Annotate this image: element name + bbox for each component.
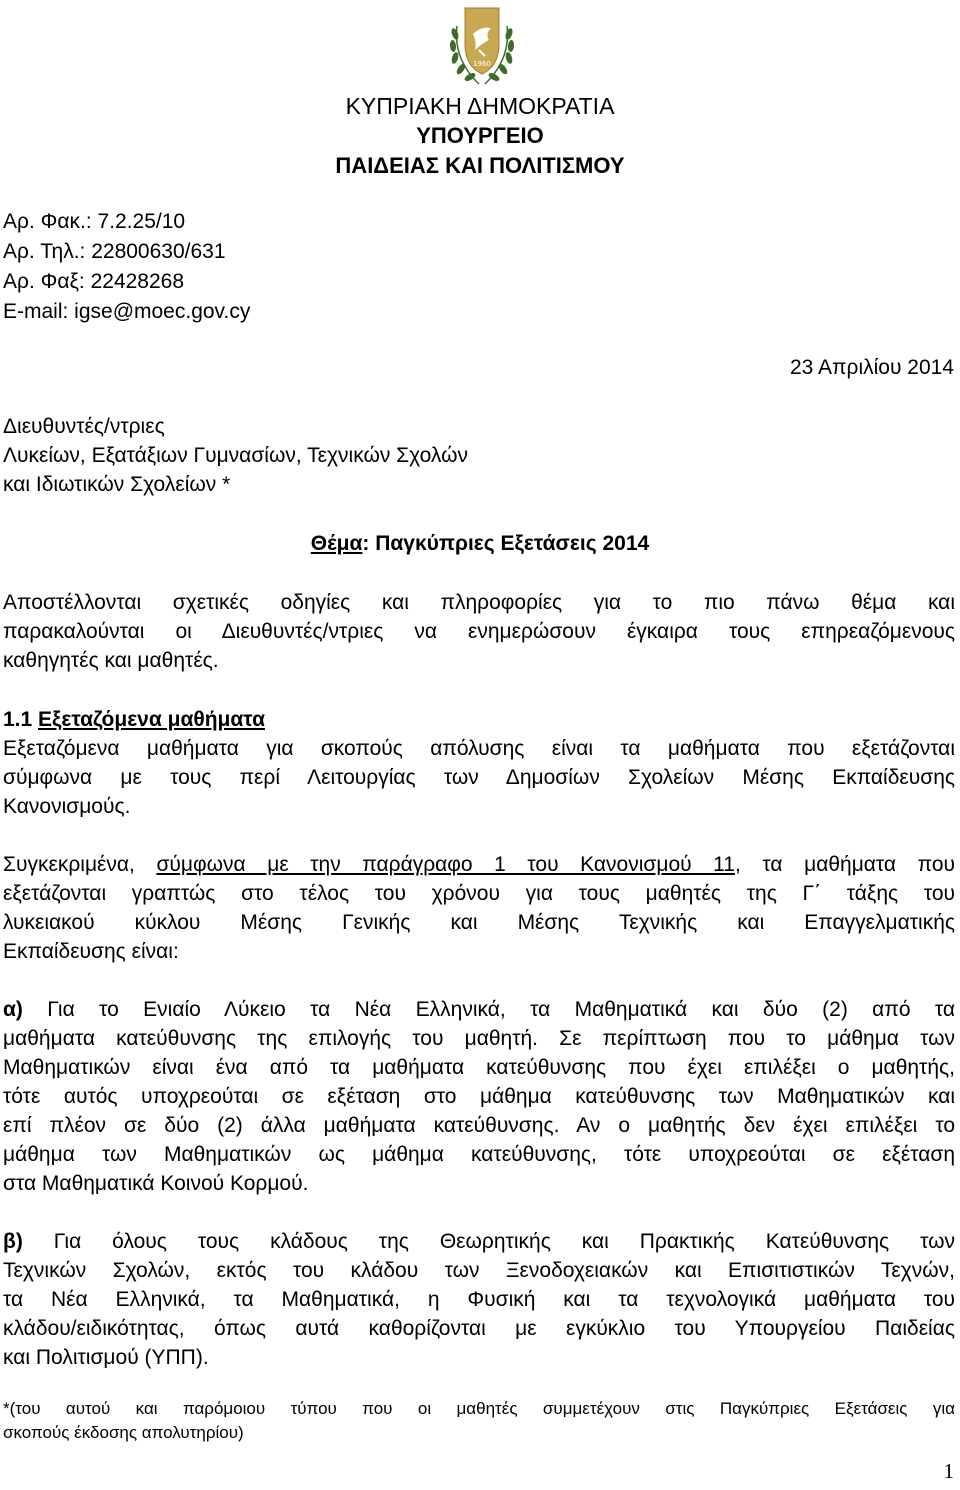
fax-number: Αρ. Φαξ: 22428268 bbox=[3, 270, 185, 293]
paragraph-line: κλάδου/ειδικότητας, όπως αυτά καθορίζονται με εγκύκλιο του Υπουργείου Παιδείας bbox=[3, 1317, 955, 1340]
item-b-marker: β) bbox=[3, 1230, 23, 1253]
emblem-year: 1960 bbox=[473, 60, 491, 68]
item-a-marker: α) bbox=[3, 998, 23, 1021]
section-heading bbox=[3, 705, 265, 734]
email-address[interactable]: E-mail: igse@moec.gov.cy bbox=[3, 300, 251, 323]
ministry-line-1: ΥΠΟΥΡΓΕΙΟ bbox=[416, 123, 544, 148]
paragraph-line: Εξεταζόμενα μαθήματα για σκοπούς απόλυσης είναι τα μαθήματα που εξετάζονται bbox=[3, 737, 955, 760]
item-a-text: Για το Ενιαίο Λύκειο τα Νέα Ελληνικά, τα Μαθηματικά και δύο (2) από τα bbox=[22, 998, 955, 1021]
paragraph-line: επί πλέον σε δύο (2) άλλα μαθήματα κατεύθυνσης. Αν ο μαθητής δεν έχει επιλέξει το bbox=[3, 1114, 955, 1137]
subject-text: : Παγκύπριες Εξετάσεις 2014 bbox=[362, 532, 650, 555]
section-number: 1.1 bbox=[3, 708, 39, 731]
footnote-line: *(του αυτού και παρόμοιου τύπου που οι μαθητές συμμετέχουν στις Παγκύπριες Εξετάσεις για bbox=[3, 1399, 955, 1418]
page-number: 1 bbox=[943, 1459, 954, 1483]
subject bbox=[0, 529, 960, 558]
paragraph-line bbox=[3, 1227, 955, 1256]
paragraph-line: Κανονισμούς. bbox=[3, 795, 131, 818]
paragraph-line: Μαθηματικών είναι ένα από τα μαθήματα κατεύθυνσης που έχει επιλέξει ο μαθητής, bbox=[3, 1056, 955, 1079]
paragraph-line bbox=[3, 995, 955, 1024]
subject-label: Θέμα bbox=[310, 532, 363, 555]
paragraph-line: σύμφωνα με τους περί Λειτουργίας των Δημοσίων Σχολείων Μέσης Εκπαίδευσης bbox=[3, 766, 955, 789]
specifics-prefix: Συγκεκριμένα, bbox=[3, 853, 157, 876]
paragraph-line: Τεχνικών Σχολών, εκτός του κλάδου των Ξενοδοχειακών και Επισιτιστικών Τεχνών, bbox=[3, 1259, 955, 1282]
specifics-underlined: σύμφωνα με την παράγραφο 1 του Κανονισμού 11 bbox=[156, 853, 735, 876]
paragraph-line: μάθημα των Μαθηματικών ως μάθημα κατεύθυνσης, τότε υποχρεούται σε εξέταση bbox=[3, 1143, 955, 1166]
footnote-line: σκοπούς έκδοσης απολυτηρίου) bbox=[3, 1423, 244, 1442]
paragraph-line: καθηγητές και μαθητές. bbox=[3, 649, 219, 672]
recipient-line: Λυκείων, Εξατάξιων Γυμνασίων, Τεχνικών Σχολών bbox=[3, 444, 468, 467]
letter-date: 23 Απριλίου 2014 bbox=[789, 356, 954, 379]
specifics-rest: , τα μαθήματα που bbox=[734, 853, 955, 876]
paragraph-line: τα Νέα Ελληνικά, τα Μαθηματικά, η Φυσική και τα τεχνολογικά μαθήματα του bbox=[3, 1288, 955, 1311]
paragraph-line: λυκειακού κύκλου Μέσης Γενικής και Μέσης Τεχνικής και Επαγγελματικής bbox=[3, 911, 955, 934]
paragraph-line: Αποστέλλονται σχετικές οδηγίες και πληροφορίες για το πιο πάνω θέμα και bbox=[3, 591, 955, 614]
paragraph-line: και Πολιτισμού (ΥΠΠ). bbox=[3, 1346, 209, 1369]
file-number: Αρ. Φακ.: 7.2.25/10 bbox=[3, 210, 186, 233]
emblem bbox=[445, 4, 519, 92]
recipient-line: Διευθυντές/ντριες bbox=[3, 415, 165, 438]
paragraph-line: Εκπαίδευσης είναι: bbox=[3, 940, 179, 963]
section-title: Εξεταζόμενα μαθήματα bbox=[38, 708, 266, 731]
paragraph-line: παρακαλούνται οι Διευθυντές/ντριες να ενημερώσουν έγκαιρα τους επηρεαζόμενους bbox=[3, 620, 955, 643]
paragraph-line: μαθήματα κατεύθυνσης της επιλογής του μαθητή. Σε περίπτωση που το μάθημα των bbox=[3, 1027, 955, 1050]
paragraph-line: εξετάζονται γραπτώς στο τέλος του χρόνου για τους μαθητές της Γ΄ τάξης του bbox=[3, 882, 955, 905]
paragraph-line bbox=[3, 850, 955, 879]
paragraph-line: στα Μαθηματικά Κοινού Κορμού. bbox=[3, 1172, 309, 1195]
ministry-line-2: ΠΑΙΔΕΙΑΣ ΚΑΙ ΠΟΛΙΤΙΣΜΟΥ bbox=[335, 153, 625, 178]
phone-number: Αρ. Τηλ.: 22800630/631 bbox=[3, 240, 226, 263]
paragraph-line: τότε αυτός υποχρεούται σε εξέταση στο μάθημα κατεύθυνσης των Μαθηματικών και bbox=[3, 1085, 955, 1108]
item-b-text: Για όλους τους κλάδους της Θεωρητικής και Πρακτικής Κατεύθυνσης των bbox=[22, 1230, 955, 1253]
cyprus-coat-of-arms-icon bbox=[445, 4, 519, 92]
recipient-line: και Ιδιωτικών Σχολείων * bbox=[3, 473, 231, 496]
country-name: ΚΥΠΡΙΑΚΗ ΔΗΜΟΚΡΑΤΙΑ bbox=[345, 93, 615, 119]
